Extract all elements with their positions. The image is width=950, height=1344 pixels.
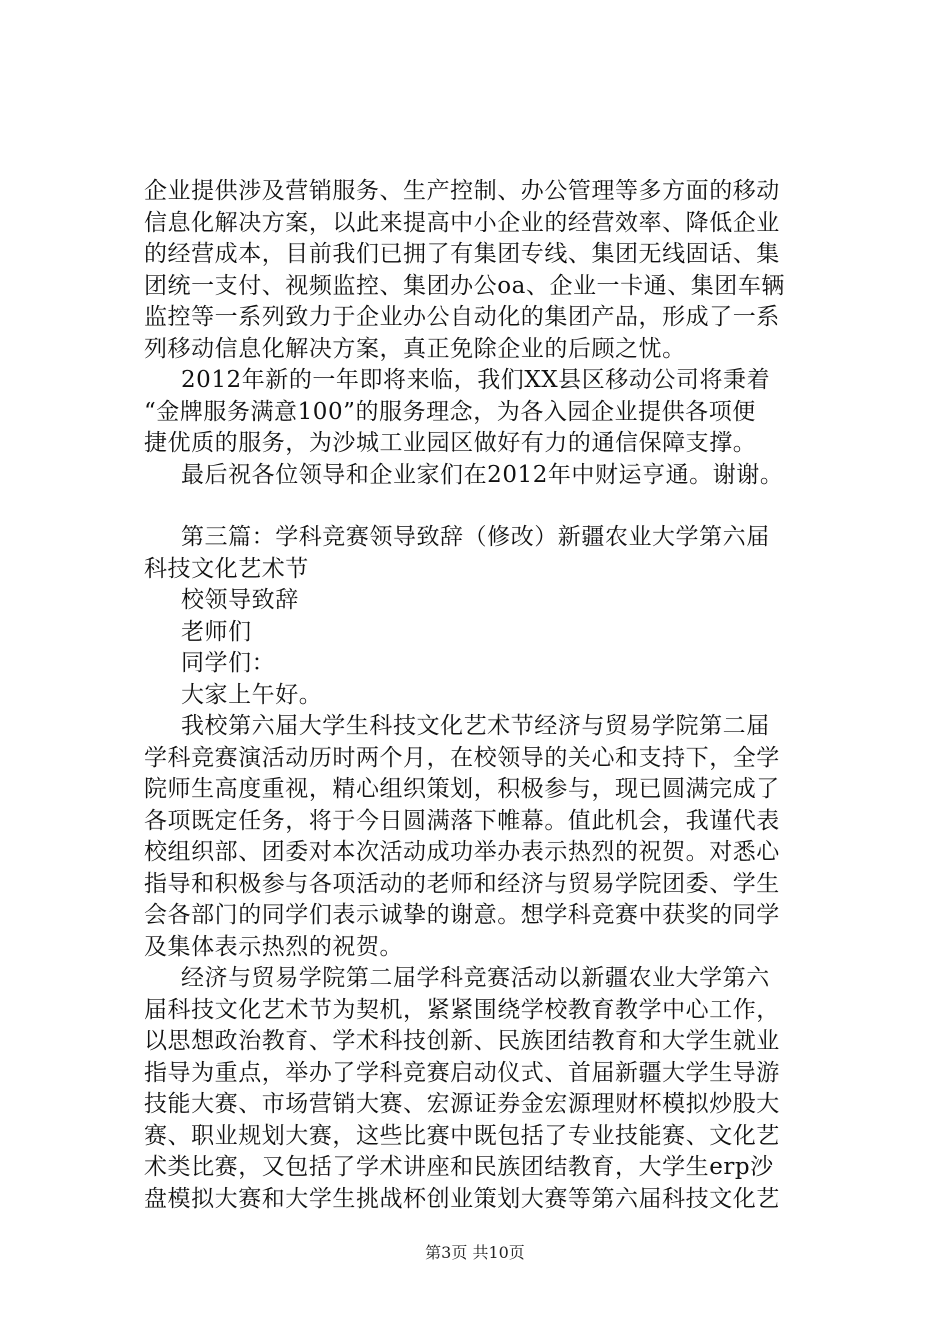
salutation xyxy=(144,585,820,711)
section-title-line: 科技文化艺术节 xyxy=(144,555,309,582)
paragraph-activities xyxy=(144,963,820,1215)
text-line: 我校第六届大学生科技文化艺术节经济与贸易学院第二届 xyxy=(181,713,770,739)
text-line: 及集体表示热烈的祝贺。 xyxy=(144,933,404,960)
salutation-line: 同学们： xyxy=(181,650,276,676)
blank-line xyxy=(144,491,820,522)
text-line: 企业提供涉及营销服务、生产控制、办公管理等多方面的移动 xyxy=(144,178,780,204)
salutation-line: 大家上午好。 xyxy=(181,681,323,708)
section-title xyxy=(144,522,820,585)
paragraph-closing-wish xyxy=(144,460,820,492)
text-line: 监控等一系列致力于企业办公自动化的集团产品，形成了一系 xyxy=(144,304,780,330)
text-line: 会各部门的同学们表示诚挚的谢意。想学科竞赛中获奖的同学 xyxy=(144,902,780,928)
text-line: 院师生高度重视，精心组织策划，积极参与，现已圆满完成了 xyxy=(144,776,780,802)
text-line: 经济与贸易学院第二届学科竞赛活动以新疆农业大学第六 xyxy=(181,965,770,991)
paragraph-new-year xyxy=(144,365,820,460)
text-line: 团统一支付、视频监控、集团办公oa、企业一卡通、集团车辆 xyxy=(144,272,785,299)
text-line: 术类比赛，又包括了学术讲座和民族团结教育，大学生erp沙 xyxy=(144,1154,774,1180)
page-number-footer: 第3页 共10页 xyxy=(425,1243,525,1262)
text-line: 指导和积极参与各项活动的老师和经济与贸易学院团委、学生 xyxy=(144,870,780,897)
text-line: 届科技文化艺术节为契机，紧紧围绕学校教育教学中心工作， xyxy=(144,996,780,1023)
text-line: 指导为重点，举办了学科竞赛启动仪式、首届新疆大学生导游 xyxy=(144,1059,780,1086)
text-line: 技能大赛、市场营销大赛、宏源证券金宏源理财杯模拟炒股大 xyxy=(144,1091,780,1117)
text-line: 2012年新的一年即将来临，我们XX县区移动公司将秉着 xyxy=(181,367,771,393)
text-line: 捷优质的服务，为沙城工业园区做好有力的通信保障支撑。 xyxy=(144,430,757,456)
text-line: 盘模拟大赛和大学生挑战杯创业策划大赛等第六届科技文化艺 xyxy=(144,1185,780,1212)
text-line: 的经营成本，目前我们已拥了有集团专线、集团无线固话、集 xyxy=(144,241,780,267)
salutation-line: 校领导致辞 xyxy=(181,587,299,613)
text-line: “金牌服务满意100”的服务理念，为各入园企业提供各项便 xyxy=(144,398,756,425)
text-line: 列移动信息化解决方案，真正免除企业的后顾之忧。 xyxy=(144,335,686,362)
text-line: 校组织部、团委对本次活动成功举办表示热烈的祝贺。对悉心 xyxy=(144,839,780,865)
text-line: 赛、职业规划大赛，这些比赛中既包括了专业技能赛、文化艺 xyxy=(144,1122,780,1149)
paragraph-congratulation xyxy=(144,711,820,963)
salutation-line: 老师们 xyxy=(181,618,252,645)
text-line: 信息化解决方案，以此来提高中小企业的经营效率、降低企业 xyxy=(144,209,780,236)
text-line: 最后祝各位领导和企业家们在2012年中财运亨通。谢谢。 xyxy=(181,461,784,488)
text-line: 学科竞赛演活动历时两个月，在校领导的关心和支持下，全学 xyxy=(144,744,780,771)
text-line: 以思想政治教育、学术科技创新、民族团结教育和大学生就业 xyxy=(144,1028,780,1054)
document-body xyxy=(144,176,820,1215)
text-line: 各项既定任务，将于今日圆满落下帷幕。值此机会，我谨代表 xyxy=(144,807,780,834)
paragraph-continued xyxy=(144,176,820,365)
section-title-line: 第三篇：学科竞赛领导致辞（修改）新疆农业大学第六届 xyxy=(181,524,770,550)
